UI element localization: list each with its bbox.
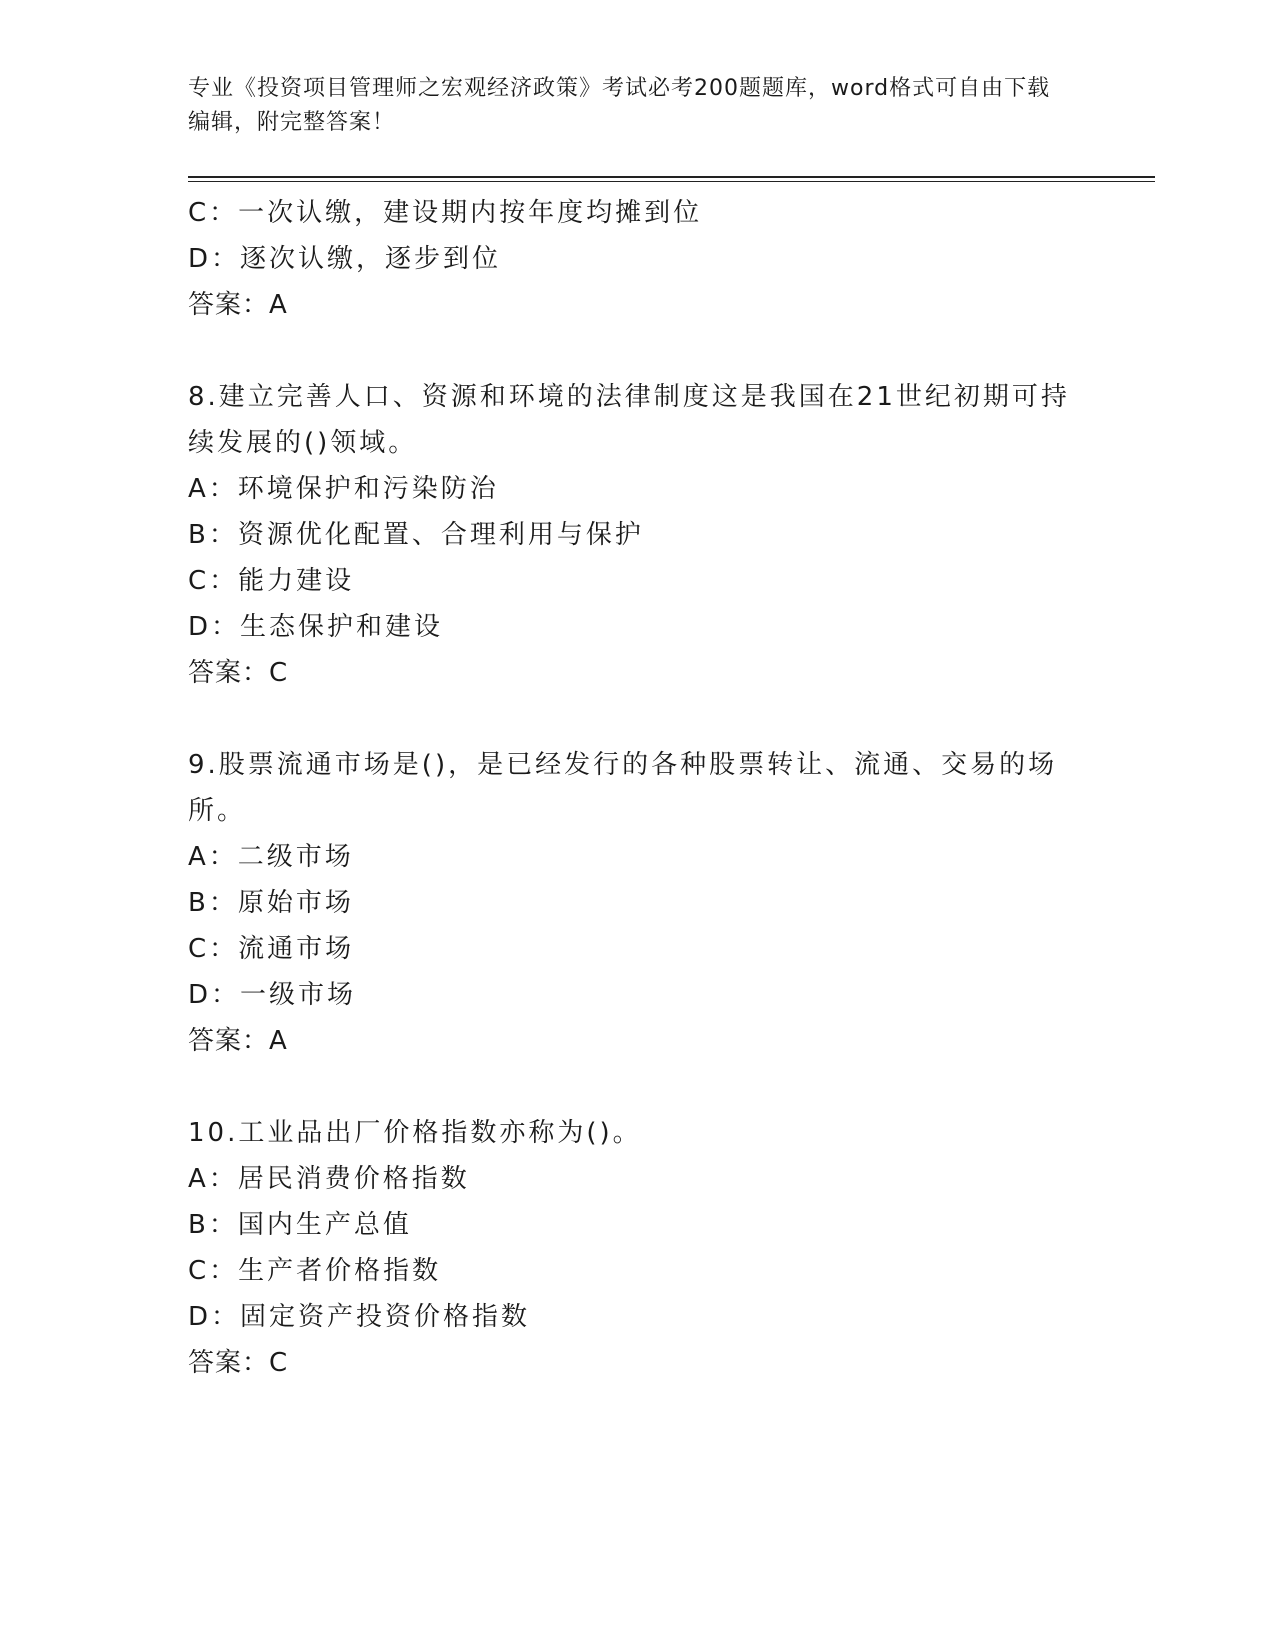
option-a: A：环境保护和污染防治 — [188, 474, 499, 504]
option-a: A：居民消费价格指数 — [188, 1164, 470, 1194]
option-d: D：固定资产投资价格指数 — [188, 1302, 531, 1332]
answer-line: 答案：C — [188, 658, 289, 688]
header-title: 专业《投资项目管理师之宏观经济政策》考试必考200题题库，word格式可自由下载编辑，附完整答案！ — [188, 76, 1051, 135]
option-b: B：原始市场 — [188, 888, 354, 918]
option-c: C：能力建设 — [188, 566, 355, 596]
spacer — [188, 696, 1088, 742]
answer-line: 答案：A — [188, 1026, 288, 1056]
header-rule-thin — [188, 181, 1155, 182]
option-a: A：二级市场 — [188, 842, 354, 872]
option-b: B：资源优化配置、合理利用与保护 — [188, 520, 644, 550]
option-c: C：生产者价格指数 — [188, 1256, 442, 1286]
option-b: B：国内生产总值 — [188, 1210, 412, 1240]
question-10 — [188, 1110, 1088, 1386]
option-d: D：生态保护和建设 — [188, 612, 444, 642]
option-d: D：逐次认缴，逐步到位 — [188, 244, 502, 274]
question-list — [188, 190, 1088, 1386]
document-header — [188, 72, 1068, 140]
spacer — [188, 328, 1088, 374]
question-8 — [188, 374, 1088, 696]
question-stem: 8.建立完善人口、资源和环境的法律制度这是我国在21世纪初期可持续发展的()领域。 — [188, 382, 1070, 458]
answer-line: 答案：C — [188, 1348, 289, 1378]
option-c: C：流通市场 — [188, 934, 355, 964]
header-rule-thick — [188, 176, 1155, 178]
question-stem: 9.股票流通市场是()，是已经发行的各种股票转让、流通、交易的场所。 — [188, 750, 1058, 826]
answer-line: 答案：A — [188, 290, 288, 320]
option-d: D：一级市场 — [188, 980, 357, 1010]
question-7-fragment — [188, 190, 1088, 328]
option-c: C：一次认缴，建设期内按年度均摊到位 — [188, 198, 703, 228]
question-9 — [188, 742, 1088, 1064]
spacer — [188, 1064, 1088, 1110]
question-stem: 10.工业品出厂价格指数亦称为()。 — [188, 1118, 642, 1148]
